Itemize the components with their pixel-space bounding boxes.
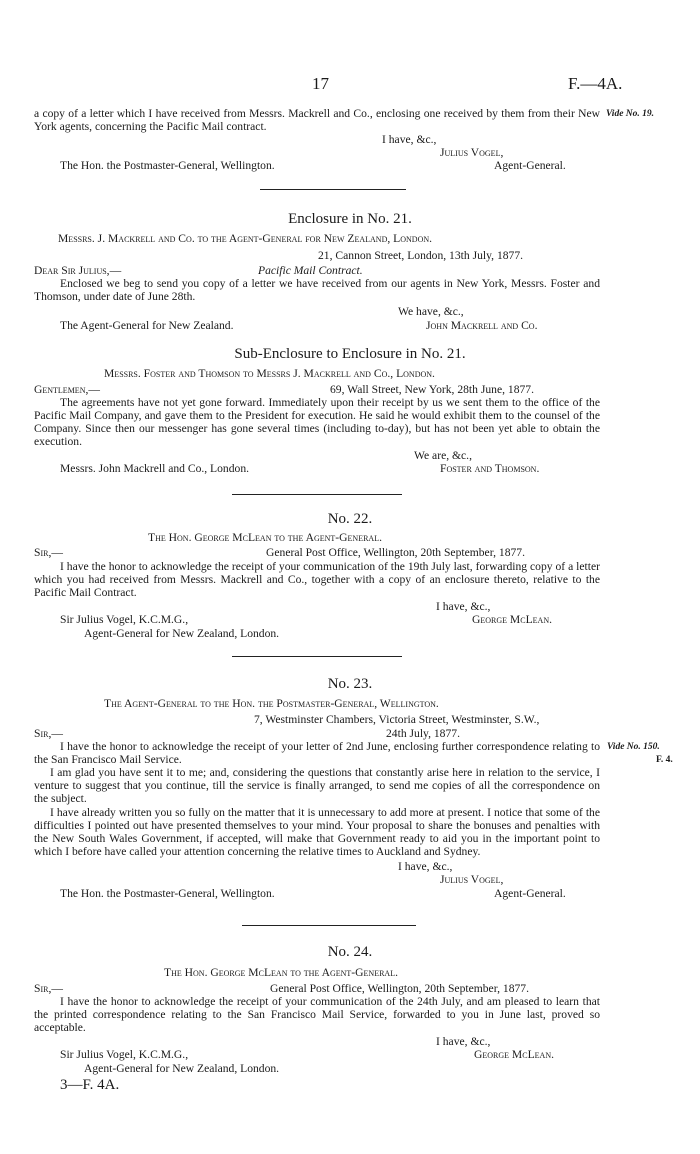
salutation: Gentlemen,— (34, 383, 100, 396)
letter-paragraph: Enclosed we beg to send you copy of a letter we have received from our agents in New York, Messrs. Foster and Thomson, under date of June 28th. (34, 277, 600, 303)
letter-paragraph: I am glad you have sent it to me; and, considering the questions that constantly arise here in relation to the service, I venture to suggest that you continue, till the service is finally arranged, to send me copies of all the correspondence on the subject. (34, 766, 600, 805)
section-subtitle: Messrs. Foster and Thomson to Messrs J. Mackrell and Co., London. (104, 367, 435, 380)
signer-title: Agent-General. (494, 887, 566, 900)
section-title: No. 24. (327, 944, 373, 960)
section-subtitle: The Hon. George McLean to the Agent-General. (164, 966, 398, 979)
letter-paragraph: The agreements have not yet gone forward. Immediately upon their receipt by us we sent them to the office of the Pacific Mail Company, and gave them to the President for execution. He said he would exhibit them to the counsel of the Company. Since then our messenger has gone several times (including to-day), but has not been yet able to obtain the execution. (34, 396, 600, 448)
addressee: The Agent-General for New Zealand. (60, 319, 234, 332)
closing: I have, &c., (398, 860, 453, 873)
salutation: Sir,— (34, 727, 63, 740)
divider (232, 656, 402, 657)
closing: I have, &c., (382, 133, 437, 146)
page-number: 17 (312, 74, 329, 93)
divider (242, 925, 416, 926)
closing: We are, &c., (414, 449, 472, 462)
salutation: Sir,— (34, 982, 63, 995)
signer: George McLean. (472, 613, 553, 626)
addressee: The Hon. the Postmaster-General, Wellington. (60, 887, 275, 900)
section-title: Enclosure in No. 21. (288, 211, 412, 227)
closing: We have, &c., (398, 305, 464, 318)
section-title: No. 23. (327, 676, 373, 692)
addressee-line-1: Sir Julius Vogel, K.C.M.G., (60, 1048, 189, 1061)
letter-address: General Post Office, Wellington, 20th September, 1877. (270, 982, 529, 995)
letter-address: 21, Cannon Street, London, 13th July, 1877. (318, 249, 524, 262)
margin-note: Vide No. 150. (607, 742, 660, 752)
signer-title: Agent-General. (494, 159, 566, 172)
signer: George McLean. (474, 1048, 555, 1061)
signer: Julius Vogel, (440, 146, 504, 159)
letter-paragraph: I have already written you so fully on the matter that it is unnecessary to add more at present. I notice that some of the difficulties I pointed out have presented themselves to your mind. Your proposal to share the bonuses and penalties with the New South Wales Government, if accepted, will make that Government ready to aid you in the important point to which I before have called your attention concerning the relative times to Auckland and Sydney. (34, 806, 600, 858)
section-subtitle: The Agent-General to the Hon. the Postmaster-General, Wellington. (104, 697, 439, 710)
document-reference: F.—4A. (568, 74, 623, 93)
margin-note: F. 4. (656, 755, 673, 765)
addressee-line-2: Agent-General for New Zealand, London. (84, 1062, 280, 1075)
signer: John Mackrell and Co. (426, 319, 538, 332)
printer-signature-mark: 3—F. 4A. (60, 1077, 120, 1093)
addressee-line-1: Sir Julius Vogel, K.C.M.G., (60, 613, 189, 626)
divider (260, 189, 406, 190)
addressee-line-2: Agent-General for New Zealand, London. (84, 627, 280, 640)
section-subtitle: Messrs. J. Mackrell and Co. to the Agent-General for New Zealand, London. (58, 232, 433, 245)
addressee: Messrs. John Mackrell and Co., London. (60, 462, 250, 475)
divider (232, 494, 402, 495)
closing: I have, &c., (436, 1035, 491, 1048)
salutation: Dear Sir Julius,— (34, 264, 122, 277)
letter-date: 24th July, 1877. (386, 727, 460, 740)
addressee: The Hon. the Postmaster-General, Wellington. (60, 159, 275, 172)
signer: Foster and Thomson. (440, 462, 540, 475)
section-title: Sub-Enclosure to Enclosure in No. 21. (234, 346, 466, 362)
margin-note: Vide No. 19. (606, 109, 655, 119)
letter-paragraph: I have the honor to acknowledge the receipt of your communication of the 19th July last, forwarding copy of a letter which you had received from Messrs. Mackrell and Co., together with a copy of an enclosure thereto, relative to the Pacific Mail Contract. (34, 560, 600, 599)
section-title: No. 22. (327, 511, 373, 527)
letter-subject: Pacific Mail Contract. (258, 264, 363, 277)
letter-paragraph: I have the honor to acknowledge the receipt of your letter of 2nd June, enclosing further correspondence relating to the San Francisco Mail Service. (34, 740, 600, 766)
continuation-paragraph: a copy of a letter which I have received from Messrs. Mackrell and Co., enclosing one received by them from their New York agents, concerning the Pacific Mail contract. (34, 107, 600, 133)
letter-address: General Post Office, Wellington, 20th September, 1877. (266, 546, 525, 559)
salutation: Sir,— (34, 546, 63, 559)
letter-address: 69, Wall Street, New York, 28th June, 1877. (330, 383, 534, 396)
letter-paragraph: I have the honor to acknowledge the receipt of your communication of the 24th July, and am pleased to learn that the printed correspondence relating to the San Francisco Mail Service, forwarded to you in June last, proved so acceptable. (34, 995, 600, 1034)
closing: I have, &c., (436, 600, 491, 613)
section-subtitle: The Hon. George McLean to the Agent-General. (148, 531, 382, 544)
signer: Julius Vogel, (440, 873, 504, 886)
letter-address: 7, Westminster Chambers, Victoria Street, Westminster, S.W., (254, 713, 540, 726)
